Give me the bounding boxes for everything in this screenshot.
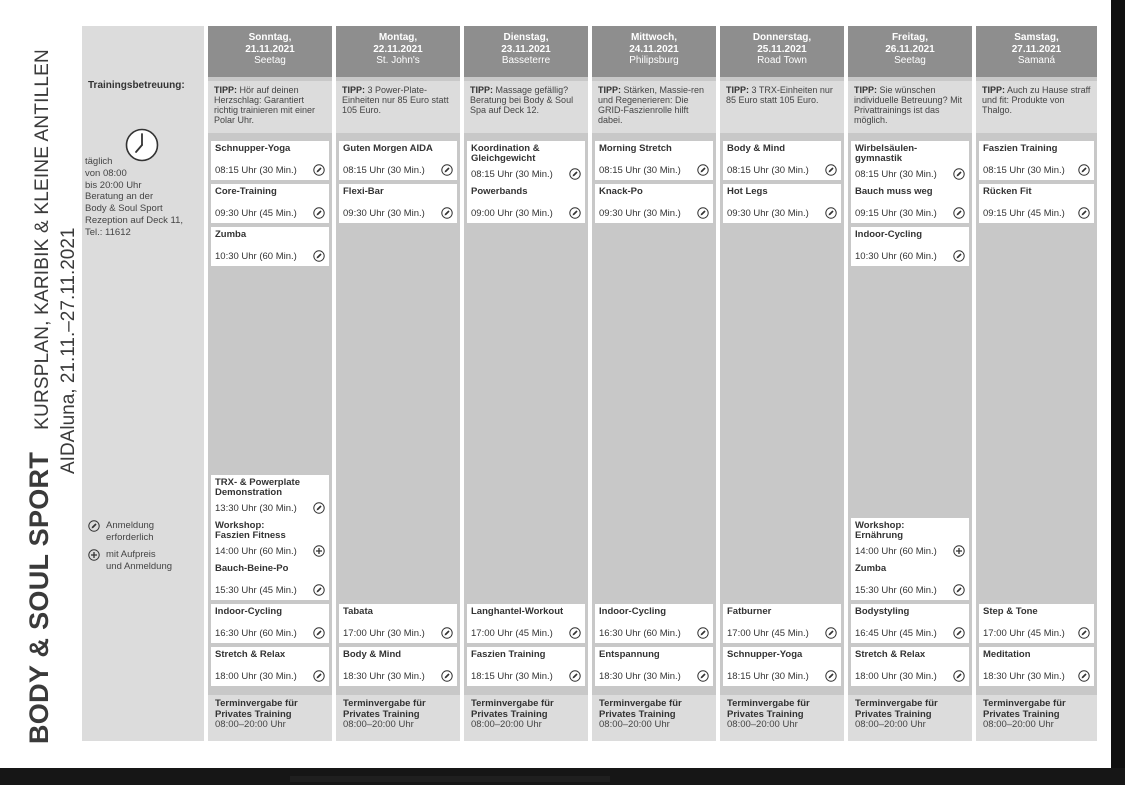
course-card	[211, 475, 329, 518]
course-time: 13:30 Uhr (30 Min.)	[215, 502, 297, 514]
pencil-icon	[953, 670, 965, 682]
tip-text: Hör auf deinen Herzschlag: Garantiert richtig trainieren mit einer Polar Uhr.	[214, 85, 316, 125]
legend-text: mit Aufpreis	[106, 549, 156, 560]
course-time: 18:00 Uhr (30 Min.)	[215, 670, 297, 682]
private-training-info	[208, 695, 332, 741]
private-training-info	[592, 695, 716, 741]
course-card	[211, 184, 329, 223]
day-port: Samaná	[1017, 55, 1056, 66]
course-title: Workshop:	[855, 521, 905, 531]
course-title: Faszien Training	[983, 144, 1058, 154]
course-title: Core-Training	[215, 187, 277, 197]
pencil-icon	[441, 627, 453, 639]
private-training-title: Privates Training	[599, 708, 676, 720]
private-training-info	[720, 695, 844, 741]
course-title: TRX- & Powerplate	[215, 478, 300, 488]
course-time-row	[215, 670, 325, 682]
private-training-title: Terminvergabe für	[727, 698, 810, 709]
course-card	[979, 141, 1094, 180]
course-time: 18:30 Uhr (30 Min.)	[599, 670, 681, 682]
pencil-icon	[697, 670, 709, 682]
pencil-icon	[441, 207, 453, 219]
brand-title: BODY & SOUL SPORT	[24, 451, 54, 744]
course-time: 16:45 Uhr (45 Min.)	[855, 627, 937, 639]
course-title: Step & Tone	[983, 607, 1038, 617]
course-time: 18:15 Uhr (30 Min.)	[471, 670, 553, 682]
course-time: 09:30 Uhr (30 Min.)	[343, 207, 425, 219]
day-port: Road Town	[757, 55, 807, 66]
day-date: 21.11.2021	[245, 43, 295, 55]
course-title: Powerbands	[471, 187, 528, 197]
pencil-icon	[569, 627, 581, 639]
course-time: 09:15 Uhr (30 Min.)	[855, 207, 937, 219]
course-time-row	[343, 627, 453, 639]
day-header	[208, 26, 332, 77]
course-time-row	[471, 627, 581, 639]
pencil-icon	[441, 164, 453, 176]
course-title: Schnupper-Yoga	[727, 650, 803, 660]
course-title: Workshop:	[215, 521, 265, 531]
private-training-info	[848, 695, 972, 741]
day-port: Seetag	[894, 55, 926, 66]
course-time: 18:00 Uhr (30 Min.)	[855, 670, 937, 682]
pencil-icon	[953, 207, 965, 219]
info-line: täglich	[85, 156, 113, 167]
course-time: 08:15 Uhr (30 Min.)	[215, 164, 297, 176]
course-card	[851, 227, 969, 266]
private-training-info	[464, 695, 588, 741]
course-time-row	[215, 502, 325, 514]
tip-label: TIPP:	[598, 85, 622, 95]
course-card	[339, 604, 457, 643]
course-time-row	[215, 545, 325, 557]
legend	[88, 520, 172, 578]
course-time-row	[215, 627, 325, 639]
course-title: Faszien Training	[471, 650, 546, 660]
course-title: Langhantel-Workout	[471, 607, 564, 617]
day-tip	[592, 81, 716, 133]
course-time-row	[855, 250, 965, 262]
pencil-icon	[697, 207, 709, 219]
course-time: 09:30 Uhr (30 Min.)	[727, 207, 809, 219]
pencil-icon	[313, 584, 325, 596]
day-header	[848, 26, 972, 77]
day-date: 27.11.2021	[1011, 43, 1062, 55]
course-title: Rücken Fit	[983, 187, 1032, 197]
private-training-info	[336, 695, 460, 741]
private-training-title: Privates Training	[343, 708, 420, 720]
info-line: bis 20:00 Uhr	[85, 179, 142, 191]
course-card	[467, 647, 585, 686]
day-column	[336, 26, 460, 741]
course-time: 15:30 Uhr (60 Min.)	[855, 584, 937, 596]
info-line: Beratung an der	[85, 191, 154, 203]
private-training-hours: 08:00–20:00 Uhr	[727, 719, 798, 730]
course-card	[979, 184, 1094, 223]
pencil-icon	[569, 168, 581, 180]
course-time-row	[343, 207, 453, 219]
private-training-title: Terminvergabe für	[855, 698, 938, 709]
legend-text: und Anmeldung	[106, 560, 173, 572]
course-card	[211, 561, 329, 600]
pencil-icon	[313, 627, 325, 639]
course-title: Zumba	[215, 230, 247, 240]
course-title: Wirbelsäulen-	[855, 144, 918, 154]
pencil-icon	[697, 627, 709, 639]
private-training-hours: 08:00–20:00 Uhr	[983, 719, 1054, 730]
course-title: Indoor-Cycling	[215, 607, 283, 617]
course-title: Indoor-Cycling	[855, 230, 923, 240]
course-title: Bauch-Beine-Po	[215, 564, 289, 574]
private-training-title: Terminvergabe für	[983, 698, 1066, 709]
course-time: 10:30 Uhr (60 Min.)	[855, 250, 937, 262]
pencil-icon	[1078, 670, 1090, 682]
day-port: Seetag	[254, 55, 286, 66]
course-card	[211, 141, 329, 180]
course-title: Bodystyling	[855, 607, 910, 617]
day-header	[464, 26, 588, 77]
course-title: gymnastik	[855, 154, 902, 164]
pencil-icon	[697, 164, 709, 176]
course-time-row	[727, 670, 837, 682]
pencil-icon	[825, 670, 837, 682]
course-card	[851, 561, 969, 600]
private-training-hours: 08:00–20:00 Uhr	[471, 719, 542, 730]
course-card	[339, 184, 457, 223]
course-card	[211, 647, 329, 686]
tip-label: TIPP:	[982, 85, 1006, 95]
course-card	[723, 141, 841, 180]
legend-item-registration	[88, 520, 172, 543]
course-card	[723, 184, 841, 223]
day-name: Sonntag,	[248, 32, 292, 43]
plus-icon	[88, 549, 100, 561]
private-training-title: Terminvergabe für	[215, 698, 298, 709]
course-card	[467, 141, 585, 184]
training-support-label: Trainingsbetreuung:	[88, 80, 185, 91]
tip-text: Auch zu Hause straff und fit: Produkte von Thalgo.	[982, 85, 1091, 115]
course-title: Stretch & Relax	[215, 650, 286, 660]
course-time: 08:15 Uhr (30 Min.)	[855, 168, 937, 180]
legend-text: Anmeldung	[106, 520, 155, 531]
info-line: Tel.: 11612	[85, 226, 131, 238]
day-tip	[720, 81, 844, 133]
legend-item-surcharge	[88, 549, 172, 572]
private-training-hours: 08:00–20:00 Uhr	[599, 719, 670, 730]
course-time-row	[343, 164, 453, 176]
pencil-icon	[313, 670, 325, 682]
private-training-title: Privates Training	[215, 708, 292, 720]
course-time-row	[855, 670, 965, 682]
pencil-icon	[313, 502, 325, 514]
course-card	[467, 184, 585, 223]
course-time-row	[471, 670, 581, 682]
course-time-row	[727, 207, 837, 219]
course-title: Bauch muss weg	[855, 187, 933, 197]
course-card	[595, 604, 713, 643]
day-date: 24.11.2021	[629, 43, 679, 55]
side-title	[24, 26, 80, 744]
decorative-strip	[290, 776, 610, 782]
private-training-hours: 08:00–20:00 Uhr	[215, 719, 286, 730]
info-column	[82, 26, 204, 741]
day-column	[592, 26, 716, 741]
course-time: 08:15 Uhr (30 Min.)	[343, 164, 425, 176]
day-date: 26.11.2021	[885, 43, 935, 55]
course-card	[851, 647, 969, 686]
pencil-icon	[313, 207, 325, 219]
pencil-icon	[88, 520, 100, 532]
course-time: 18:30 Uhr (30 Min.)	[983, 670, 1065, 682]
course-time-row	[855, 627, 965, 639]
pencil-icon	[953, 168, 965, 180]
pencil-icon	[569, 670, 581, 682]
course-time: 08:15 Uhr (30 Min.)	[983, 164, 1065, 176]
course-title: Knack-Po	[599, 187, 643, 197]
course-time: 18:15 Uhr (30 Min.)	[727, 670, 809, 682]
course-card	[211, 604, 329, 643]
course-time: 17:00 Uhr (45 Min.)	[727, 627, 809, 639]
course-card	[467, 604, 585, 643]
private-training-info	[976, 695, 1097, 741]
tip-label: TIPP:	[342, 85, 366, 95]
day-column	[848, 26, 972, 741]
course-time: 09:00 Uhr (30 Min.)	[471, 207, 553, 219]
day-header	[976, 26, 1097, 77]
course-time-row	[727, 164, 837, 176]
course-card	[595, 647, 713, 686]
tip-text: 3 TRX-Einheiten nur 85 Euro statt 105 Euro.	[726, 85, 833, 105]
tip-text: Sie wünschen individuelle Betreuung? Mit Privattrainings ist das möglich.	[854, 85, 963, 125]
course-time: 09:30 Uhr (45 Min.)	[215, 207, 297, 219]
course-time-row	[727, 627, 837, 639]
pencil-icon	[569, 207, 581, 219]
private-training-title: Terminvergabe für	[343, 698, 426, 709]
course-time-row	[215, 584, 325, 596]
tip-label: TIPP:	[470, 85, 494, 95]
course-card	[851, 184, 969, 223]
course-card	[851, 604, 969, 643]
course-title: Flexi-Bar	[343, 187, 384, 197]
plus-icon	[953, 545, 965, 557]
day-tip	[848, 81, 972, 133]
pencil-icon	[953, 584, 965, 596]
course-time-row	[855, 207, 965, 219]
course-card	[595, 184, 713, 223]
tip-text: 3 Power-Plate-Einheiten nur 85 Euro statt 105 Euro.	[342, 85, 449, 115]
course-card	[723, 604, 841, 643]
course-time: 18:30 Uhr (30 Min.)	[343, 670, 425, 682]
course-title: Schnupper-Yoga	[215, 144, 291, 154]
pencil-icon	[313, 164, 325, 176]
day-header	[336, 26, 460, 77]
day-tip	[336, 81, 460, 133]
course-title: Indoor-Cycling	[599, 607, 667, 617]
info-line: Rezeption auf Deck 11,	[85, 214, 184, 226]
course-time-row	[599, 164, 709, 176]
course-card	[979, 604, 1094, 643]
course-time-row	[983, 627, 1090, 639]
day-column	[464, 26, 588, 741]
course-time-row	[983, 670, 1090, 682]
day-port: Basseterre	[501, 55, 551, 66]
course-title: Stretch & Relax	[855, 650, 926, 660]
private-training-title: Privates Training	[855, 708, 932, 720]
course-title: Body & Mind	[727, 144, 786, 154]
course-time: 09:30 Uhr (30 Min.)	[599, 207, 681, 219]
course-time: 17:00 Uhr (45 Min.)	[983, 627, 1065, 639]
day-port: St. John's	[376, 55, 420, 66]
pencil-icon	[1078, 207, 1090, 219]
day-name: Donnerstag,	[752, 32, 812, 43]
course-time: 10:30 Uhr (60 Min.)	[215, 250, 297, 262]
private-training-title: Privates Training	[727, 708, 804, 720]
course-time: 17:00 Uhr (30 Min.)	[343, 627, 425, 639]
pencil-icon	[825, 164, 837, 176]
private-training-hours: 08:00–20:00 Uhr	[855, 719, 926, 730]
ship-dates: AIDAluna, 21.11.–27.11.2021	[58, 227, 79, 474]
course-card	[211, 518, 329, 561]
day-name: Montag,	[378, 32, 418, 43]
tip-label: TIPP:	[854, 85, 878, 95]
private-training-title: Privates Training	[471, 708, 548, 720]
course-time: 14:00 Uhr (60 Min.)	[215, 545, 297, 557]
day-tip	[976, 81, 1097, 133]
pencil-icon	[953, 250, 965, 262]
course-title: Guten Morgen AIDA	[343, 144, 433, 154]
day-name: Samstag,	[1014, 32, 1059, 43]
course-title: Faszien Fitness	[215, 531, 286, 541]
course-time: 08:15 Uhr (30 Min.)	[599, 164, 681, 176]
course-card	[851, 518, 969, 561]
tip-text: Stärken, Massie-ren und Regenerieren: Die GRID-Faszienrolle hilft dabei.	[598, 85, 705, 125]
day-column	[976, 26, 1097, 741]
tip-label: TIPP:	[726, 85, 750, 95]
course-time-row	[855, 584, 965, 596]
course-time-row	[215, 207, 325, 219]
private-training-title: Terminvergabe für	[471, 698, 554, 709]
course-time-row	[599, 207, 709, 219]
course-title: Tabata	[343, 607, 373, 617]
course-time: 16:30 Uhr (60 Min.)	[599, 627, 681, 639]
course-time: 14:00 Uhr (60 Min.)	[855, 545, 937, 557]
course-card	[723, 647, 841, 686]
pencil-icon	[441, 670, 453, 682]
course-title: Koordination &	[471, 144, 540, 154]
course-title: Morning Stretch	[599, 144, 672, 154]
course-card	[979, 647, 1094, 686]
day-column	[720, 26, 844, 741]
pencil-icon	[1078, 164, 1090, 176]
course-card	[339, 141, 457, 180]
day-name: Freitag,	[891, 32, 929, 43]
pencil-icon	[313, 250, 325, 262]
legend-text: erforderlich	[106, 531, 154, 543]
course-time: 16:30 Uhr (60 Min.)	[215, 627, 297, 639]
course-time: 08:15 Uhr (30 Min.)	[727, 164, 809, 176]
day-tip	[208, 81, 332, 133]
day-tip	[464, 81, 588, 133]
day-date: 22.11.2021	[373, 43, 423, 55]
support-hours-info	[85, 156, 204, 239]
course-time: 17:00 Uhr (45 Min.)	[471, 627, 553, 639]
info-line: Body & Soul Sport	[85, 203, 163, 215]
private-training-title: Terminvergabe für	[599, 698, 682, 709]
private-training-hours: 08:00–20:00 Uhr	[343, 719, 414, 730]
course-time-row	[983, 207, 1090, 219]
course-time-row	[215, 164, 325, 176]
course-title: Meditation	[983, 650, 1031, 660]
pencil-icon	[1078, 627, 1090, 639]
course-time-row	[471, 168, 581, 180]
course-time-row	[343, 670, 453, 682]
pencil-icon	[953, 627, 965, 639]
course-title: Fatburner	[727, 607, 772, 617]
day-name: Dienstag,	[503, 32, 549, 43]
plus-icon	[313, 545, 325, 557]
day-date: 23.11.2021	[501, 43, 551, 55]
pencil-icon	[825, 627, 837, 639]
course-time: 09:15 Uhr (45 Min.)	[983, 207, 1065, 219]
pencil-icon	[825, 207, 837, 219]
course-card	[595, 141, 713, 180]
course-card	[851, 141, 969, 184]
course-title: Demonstration	[215, 488, 283, 498]
course-time-row	[983, 164, 1090, 176]
course-card	[339, 647, 457, 686]
course-title: Hot Legs	[727, 187, 768, 197]
course-time-row	[471, 207, 581, 219]
tip-label: TIPP:	[214, 85, 238, 95]
course-title: Body & Mind	[343, 650, 402, 660]
course-title: Entspannung	[599, 650, 660, 660]
course-title: Gleichgewicht	[471, 154, 536, 164]
course-time-row	[855, 168, 965, 180]
course-title: Zumba	[855, 564, 887, 574]
course-time-row	[599, 627, 709, 639]
tip-text: Massage gefällig? Beratung bei Body & Soul Spa auf Deck 12.	[470, 85, 574, 115]
day-header	[720, 26, 844, 77]
day-date: 25.11.2021	[757, 43, 807, 55]
course-time-row	[855, 545, 965, 557]
day-column	[208, 26, 332, 741]
course-time-row	[599, 670, 709, 682]
course-card	[211, 227, 329, 266]
private-training-title: Privates Training	[983, 708, 1060, 720]
course-title: Ernährung	[855, 531, 904, 541]
info-line: von 08:00	[85, 167, 127, 179]
day-header	[592, 26, 716, 77]
schedule-title: KURSPLAN, KARIBIK & KLEINE ANTILLEN	[32, 49, 53, 430]
day-name: Mittwoch,	[630, 32, 678, 43]
day-port: Philipsburg	[629, 55, 679, 66]
course-time: 08:15 Uhr (30 Min.)	[471, 168, 553, 180]
course-time-row	[215, 250, 325, 262]
course-time: 15:30 Uhr (45 Min.)	[215, 584, 297, 596]
